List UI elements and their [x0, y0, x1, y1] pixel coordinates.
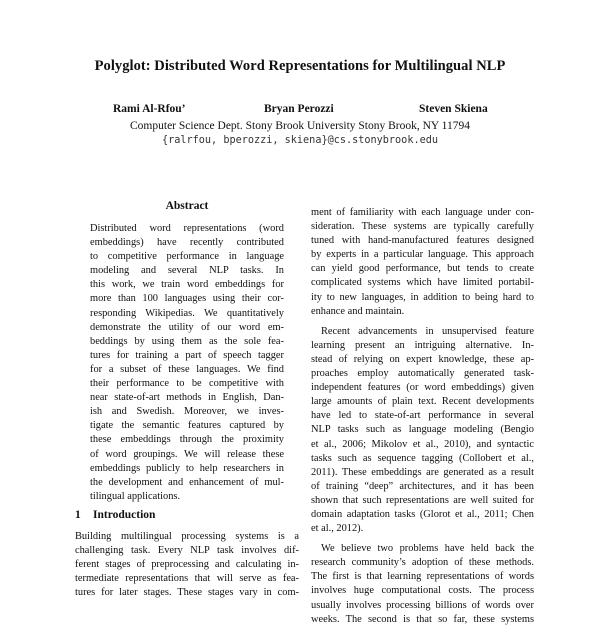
text-line: these embeddings through the proximity	[90, 434, 284, 446]
text-line: tasks such as sequence tagging (Collobert et al.,	[311, 452, 534, 464]
text-line: learning present an intriguing alternative. In-	[311, 339, 534, 351]
section-number: 1	[75, 509, 81, 521]
paragraph	[311, 206, 534, 319]
text-line: this work, we train word embeddings for	[90, 279, 284, 291]
text-line: have led to state-of-art performance in several	[311, 410, 534, 422]
paragraph	[311, 542, 534, 627]
text-line: research community’s adoption of these methods.	[311, 557, 534, 569]
text-line: to competitive performance in language	[90, 251, 284, 263]
text-line: shown that such representations are well suited for	[311, 494, 534, 506]
text-line: ity to new languages, in addition to being hard to	[311, 291, 534, 303]
right-column-body	[311, 206, 534, 627]
text-line: by experts in a particular language. This approach	[311, 249, 534, 261]
text-line: demonstrate the utility of our word em-	[90, 321, 284, 333]
text-line: of training “deep” architectures, and it has been	[311, 480, 534, 492]
text-line: et al., 2006; Mikolov et al., 2010), and syntactic	[311, 438, 534, 450]
text-line: responding Wikipedias. We quantitatively	[90, 307, 284, 319]
text-line: 2011). These embeddings are generated as a result	[311, 466, 534, 478]
text-line: proaches employ automatically generated task-	[311, 368, 534, 380]
text-line: usually involves processing billions of words over	[311, 599, 534, 611]
text-line: embeddings) have recently contributed	[90, 237, 284, 249]
abstract-body	[90, 222, 284, 504]
introduction-body	[75, 530, 299, 600]
text-line: tures for training a part of speech tagger	[90, 349, 284, 361]
text-line: Building multilingual processing systems is a	[75, 531, 299, 542]
author-affiliation: Computer Science Dept. Stony Brook University Stony Brook, NY 11794	[130, 120, 470, 132]
text-line: ish and Swedish. Moreover, we inves-	[90, 406, 284, 418]
text-line: of word groupings. We will release these	[90, 448, 284, 460]
text-line: et al., 2012).	[311, 523, 364, 535]
text-line: tuned with hand-manufactured features designed	[311, 235, 534, 247]
text-line: tigate the semantic features captured by	[90, 420, 284, 432]
text-line: can yield good performance, but tends to create	[311, 263, 534, 275]
text-line: near state-of-art methods in English, Dan-	[90, 392, 284, 404]
text-line: NLP tasks such as language modeling (Bengio	[311, 424, 534, 436]
text-line: ment of familiarity with each language under con-	[311, 207, 534, 218]
text-line: sideration. These systems are typically carefully	[311, 221, 534, 233]
text-line: beddings by using them as the sole fea-	[90, 335, 284, 347]
text-line: domain adaptation tasks (Glorot et al., 2011; Chen	[311, 508, 534, 520]
text-line: We believe two problems have held back the	[321, 543, 534, 555]
text-line: termediate representations that will serve as fea-	[75, 573, 299, 585]
paper-title: Polyglot: Distributed Word Representations for Multilingual NLP	[94, 58, 506, 74]
text-line: complicated systems which have limited portabil-	[311, 277, 534, 289]
abstract-heading: Abstract	[165, 200, 209, 212]
text-line: their performance to be competitive with	[90, 378, 284, 390]
text-line: more than 100 languages using their cor-	[90, 293, 284, 305]
text-line: embeddings publicly to help researchers in	[90, 462, 284, 474]
text-line: for a subset of these languages. We find	[90, 363, 284, 375]
text-line: stead of relying on expert knowledge, these ap-	[311, 353, 534, 365]
section-heading	[75, 509, 155, 521]
text-line: independent features (or word embeddings) given	[311, 382, 534, 394]
text-line: Distributed word representations (word	[90, 223, 284, 234]
text-line: weeks. The second is that so far, these systems	[311, 613, 534, 625]
section-title: Introduction	[93, 509, 156, 521]
text-line: tilingual applications.	[90, 490, 181, 502]
paragraph	[311, 325, 534, 536]
text-line: Recent advancements in unsupervised feature	[321, 325, 534, 337]
text-line: involves huge computational costs. The process	[311, 585, 534, 597]
author-name: Rami Al-Rfou’	[113, 103, 186, 115]
text-line: modeling and several NLP tasks. In	[90, 265, 284, 277]
text-line: The first is that learning representations of words	[311, 571, 534, 583]
author-name: Steven Skiena	[419, 103, 488, 115]
author-name: Bryan Perozzi	[264, 103, 334, 115]
text-line: enhance and maintain.	[311, 305, 405, 317]
text-line: the development and enhancement of mul-	[90, 476, 284, 488]
text-line: ferent stages of preprocessing and calculating in-	[75, 559, 299, 571]
text-line: large amounts of plain text. Recent developments	[311, 396, 534, 408]
author-emails: {ralrfou, bperozzi, skiena}@cs.stonybrook.edu	[161, 135, 438, 146]
text-line: tures for later stages. These stages vary in com-	[75, 587, 299, 599]
text-line: challenging task. Every NLP task involves dif-	[75, 545, 299, 557]
